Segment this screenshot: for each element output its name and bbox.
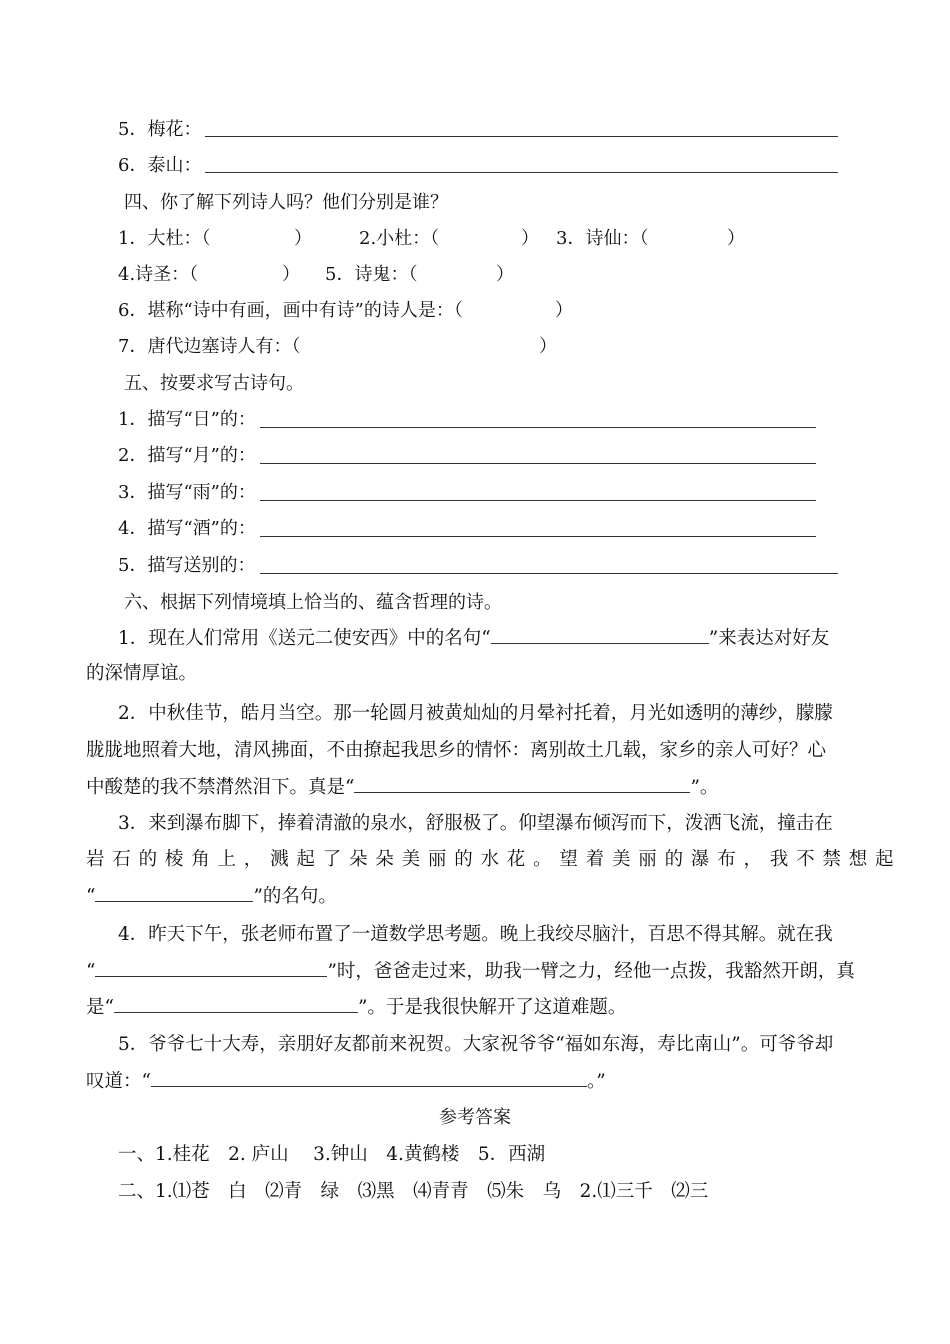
q-text: 中酸楚的我不禁潸然泪下。真是“ [86, 777, 355, 798]
answers-line-2: 二、1.⑴苍 白 ⑵青 绿 ⑶黑 ⑷青青 ⑸朱 乌 2.⑴三千 ⑵三 [118, 1181, 709, 1202]
answers-line-1: 一、1.桂花 2. 庐山 3.钟山 4.黄鹤楼 5．西湖 [118, 1144, 546, 1165]
sec6-q4-line1: 4．昨天下午，张老师布置了一道数学思考题。晚上我绞尽脑汁，百思不得其解。就在我 [118, 924, 833, 945]
answer-blank[interactable] [491, 625, 709, 644]
q-text: ”。 [690, 777, 719, 798]
sec5-item-3: 3．描写“雨”的： [118, 482, 256, 503]
item-label: 2.小杜：（ [359, 228, 440, 249]
q-text: ”时，爸爸走过来，助我一臂之力，经他一点拨，我豁然开朗，真 [327, 961, 855, 982]
q-text: 叹道：“ [86, 1071, 151, 1092]
q-text: “ [86, 886, 96, 907]
item-label: 1．大杜：（ [118, 228, 211, 249]
sec3-item-6 [118, 153, 201, 179]
sec6-q1-line2: 的深情厚谊。 [86, 663, 198, 684]
answer-line[interactable] [260, 536, 816, 537]
answer-blank[interactable] [151, 1068, 587, 1087]
sec6-heading: 六、根据下列情境填上恰当的、蕴含哲理的诗。 [124, 592, 502, 613]
answer-line[interactable] [260, 573, 838, 574]
q-text: 。” [586, 1071, 606, 1092]
close-paren: ） [282, 264, 300, 285]
item-label: 3．诗仙：（ [556, 228, 649, 249]
q-text: “ [86, 961, 96, 982]
answer-blank[interactable] [95, 883, 253, 902]
item-label: 6．泰山： [118, 155, 202, 176]
sec6-q4-line2 [86, 958, 855, 985]
close-paren: ） [521, 228, 539, 249]
sec6-q3-line3 [86, 883, 337, 910]
answer-line[interactable] [260, 427, 816, 428]
q-text: ”来表达对好友 [708, 628, 830, 649]
q-text: ”的名句。 [253, 886, 337, 907]
q-text: ”。于是我很快解开了这道难题。 [357, 997, 627, 1018]
sec5-item-1: 1．描写“日”的： [118, 409, 256, 430]
close-paren: ） [555, 300, 573, 321]
close-paren: ） [539, 336, 557, 357]
item-label: 4.诗圣：（ [118, 264, 199, 285]
sec4-item-7 [118, 334, 300, 360]
sec4-item-4 [118, 262, 198, 288]
sec6-q2-line2: 胧胧地照着大地，清风拂面，不由撩起我思乡的情怀：离别故土几载，家乡的亲人可好？心 [86, 740, 827, 761]
sec5-item-2: 2．描写“月”的： [118, 445, 256, 466]
item-label: 5．诗鬼：（ [325, 264, 418, 285]
answer-line[interactable] [205, 172, 838, 173]
sec6-q5-line2 [86, 1068, 606, 1095]
sec6-q4-line3 [86, 994, 626, 1021]
sec6-q1-line1 [118, 625, 829, 652]
answer-line[interactable] [260, 500, 816, 501]
sec6-q2-line3 [86, 774, 718, 801]
answer-line[interactable] [205, 136, 838, 137]
sec6-q3-line2: 岩石的棱角上，溅起了朵朵美丽的水花。望着美丽的瀑布，我不禁想起 [86, 849, 902, 870]
item-label: 6．堪称“诗中有画，画中有诗”的诗人是：（ [118, 300, 463, 321]
sec3-item-5 [118, 117, 201, 143]
close-paren: ） [496, 264, 514, 285]
answer-blank[interactable] [354, 774, 690, 793]
sec4-item-1 [118, 226, 210, 252]
sec4-heading: 四、你了解下列诗人吗？他们分别是谁？ [124, 192, 448, 213]
sec6-q5-line1: 5．爷爷七十大寿，亲朋好友都前来祝贺。大家祝爷爷“福如东海，寿比南山”。可爷爷却 [118, 1034, 834, 1055]
sec4-item-5 [325, 262, 417, 288]
q-text: 是“ [86, 997, 114, 1018]
q-text: 1．现在人们常用《送元二使安西》中的名句“ [118, 628, 491, 649]
sec5-item-4: 4．描写“酒”的： [118, 518, 256, 539]
sec6-q3-line1: 3．来到瀑布脚下，捧着清澈的泉水，舒服极了。仰望瀑布倾泻而下，泼洒飞流，撞击在 [118, 813, 833, 834]
close-paren: ） [727, 228, 745, 249]
answer-blank[interactable] [114, 994, 358, 1013]
close-paren: ） [294, 228, 312, 249]
item-label: 7．唐代边塞诗人有：（ [118, 336, 301, 357]
answer-blank[interactable] [95, 958, 327, 977]
answer-line[interactable] [260, 463, 816, 464]
sec6-q2-line1: 2．中秋佳节，皓月当空。那一轮圆月被黄灿灿的月晕衬托着，月光如透明的薄纱，朦朦 [118, 703, 833, 724]
item-label: 5．梅花： [118, 119, 202, 140]
sec4-item-6 [118, 298, 463, 324]
answers-title: 参考答案 [439, 1107, 511, 1128]
sec5-heading: 五、按要求写古诗句。 [124, 373, 304, 394]
sec4-item-2 [359, 226, 439, 252]
sec5-item-5: 5．描写送别的： [118, 555, 256, 576]
sec4-item-3 [556, 226, 648, 252]
